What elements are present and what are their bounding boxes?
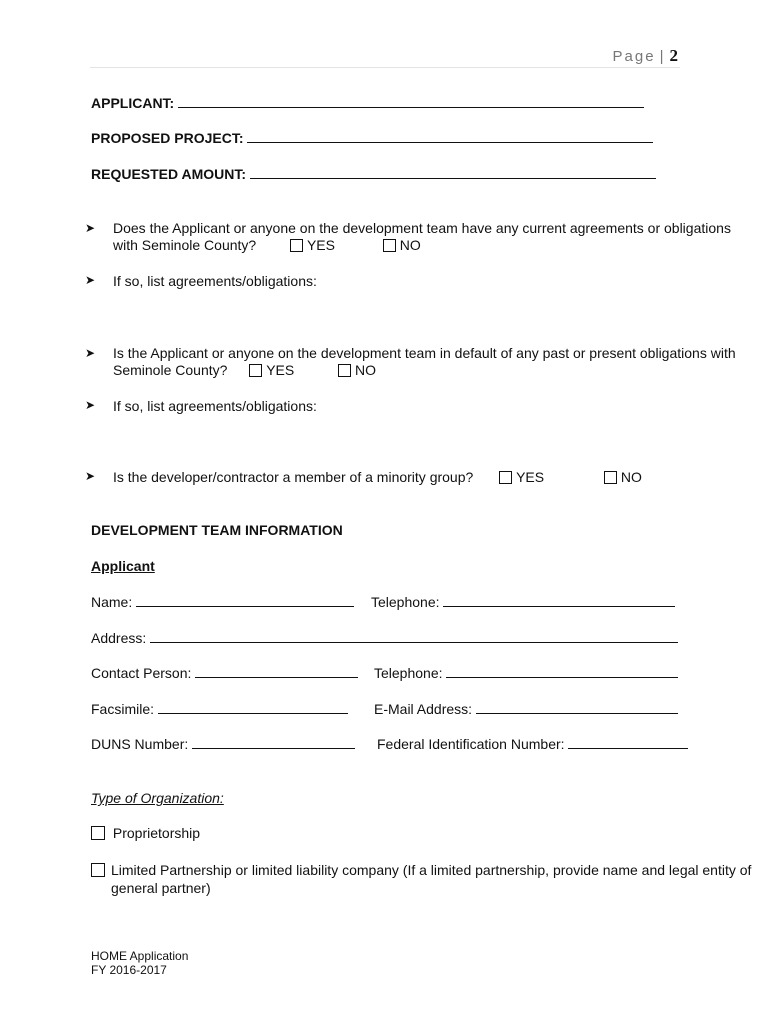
duns-field — [91, 736, 355, 752]
no-option-label: NO — [620, 469, 642, 485]
email-field — [374, 701, 678, 717]
footer-title: HOME Application — [91, 949, 189, 963]
no-option-label: NO — [399, 237, 421, 253]
arrow-bullet-icon: ➤ — [85, 273, 96, 287]
checkbox-icon[interactable] — [604, 471, 617, 484]
facsimile-label: Facsimile: — [91, 701, 155, 717]
footer — [91, 949, 188, 977]
address-input[interactable] — [150, 630, 678, 643]
federal-id-field — [377, 736, 688, 752]
organization-heading: Type of Organization: — [91, 790, 224, 806]
yes-option-label: YES — [516, 469, 545, 485]
federal-id-input[interactable] — [568, 736, 688, 749]
proposed-project-label: PROPOSED PROJECT: — [91, 130, 244, 146]
telephone-input[interactable] — [446, 665, 678, 678]
subsection-heading: Applicant — [91, 558, 155, 574]
checkbox-icon[interactable] — [91, 863, 105, 877]
applicant-label: APPLICANT: — [91, 95, 175, 111]
proposed-project-input[interactable] — [247, 130, 653, 143]
section-heading: DEVELOPMENT TEAM INFORMATION — [91, 522, 343, 538]
checkbox-icon[interactable] — [290, 239, 303, 252]
contact-telephone-field — [374, 665, 678, 681]
contact-person-input[interactable] — [195, 665, 358, 678]
federal-id-label: Federal Identification Number: — [377, 736, 565, 752]
name-label: Name: — [91, 594, 133, 610]
list-agreements-2 — [85, 398, 317, 414]
yes-option-label: YES — [266, 362, 295, 378]
question-text: Seminole County? — [113, 362, 228, 378]
address-field — [91, 630, 678, 646]
contact-person-field — [91, 665, 358, 681]
name-field — [91, 594, 354, 610]
limited-partnership-label: general partner) — [111, 880, 211, 896]
email-input[interactable] — [476, 701, 678, 714]
arrow-bullet-icon: ➤ — [85, 398, 96, 412]
requested-amount-field — [91, 166, 656, 182]
telephone-label: Telephone: — [371, 594, 440, 610]
telephone-field — [371, 594, 675, 610]
yes-option-label: YES — [306, 237, 335, 253]
checkbox-icon[interactable] — [91, 826, 105, 840]
contact-person-label: Contact Person: — [91, 665, 192, 681]
page-separator: | — [659, 48, 666, 65]
proposed-project-field — [91, 130, 653, 146]
arrow-bullet-icon: ➤ — [85, 469, 96, 483]
checkbox-icon[interactable] — [249, 364, 262, 377]
question-minority-group — [85, 469, 642, 485]
arrow-bullet-icon: ➤ — [85, 221, 96, 235]
question-text: Is the developer/contractor a member of a minority group? — [113, 469, 474, 485]
question-text: Does the Applicant or anyone on the development team have any current agreements or obligations — [113, 220, 731, 236]
no-option-label: NO — [354, 362, 376, 378]
proprietorship-option — [91, 825, 200, 841]
proprietorship-label: Proprietorship — [112, 825, 201, 841]
email-label: E-Mail Address: — [374, 701, 473, 717]
page-number-value: 2 — [669, 46, 678, 65]
applicant-input[interactable] — [178, 95, 644, 108]
requested-amount-label: REQUESTED AMOUNT: — [91, 166, 247, 182]
question-text: If so, list agreements/obligations: — [113, 273, 317, 289]
limited-partnership-option — [91, 861, 751, 897]
telephone-input[interactable] — [443, 594, 675, 607]
question-current-agreements — [85, 220, 731, 254]
question-text: with Seminole County? — [113, 237, 257, 253]
name-input[interactable] — [136, 594, 354, 607]
requested-amount-input[interactable] — [250, 166, 656, 179]
header-divider — [90, 67, 680, 68]
question-default-obligations — [85, 345, 736, 379]
question-text: If so, list agreements/obligations: — [113, 398, 317, 414]
page-label: Page — [612, 48, 656, 65]
duns-input[interactable] — [192, 736, 355, 749]
duns-label: DUNS Number: — [91, 736, 189, 752]
checkbox-icon[interactable] — [383, 239, 396, 252]
footer-year: FY 2016-2017 — [91, 963, 167, 977]
address-label: Address: — [91, 630, 147, 646]
applicant-field — [91, 95, 644, 111]
arrow-bullet-icon: ➤ — [85, 346, 96, 360]
list-agreements-1 — [85, 273, 317, 289]
facsimile-input[interactable] — [158, 701, 348, 714]
checkbox-icon[interactable] — [499, 471, 512, 484]
page-number — [613, 46, 678, 66]
checkbox-icon[interactable] — [338, 364, 351, 377]
limited-partnership-label: Limited Partnership or limited liability company (If a limited partnership, provide name and legal entity of — [111, 862, 752, 878]
telephone-label: Telephone: — [374, 665, 443, 681]
question-text: Is the Applicant or anyone on the development team in default of any past or present obligations with — [113, 345, 736, 361]
facsimile-field — [91, 701, 348, 717]
